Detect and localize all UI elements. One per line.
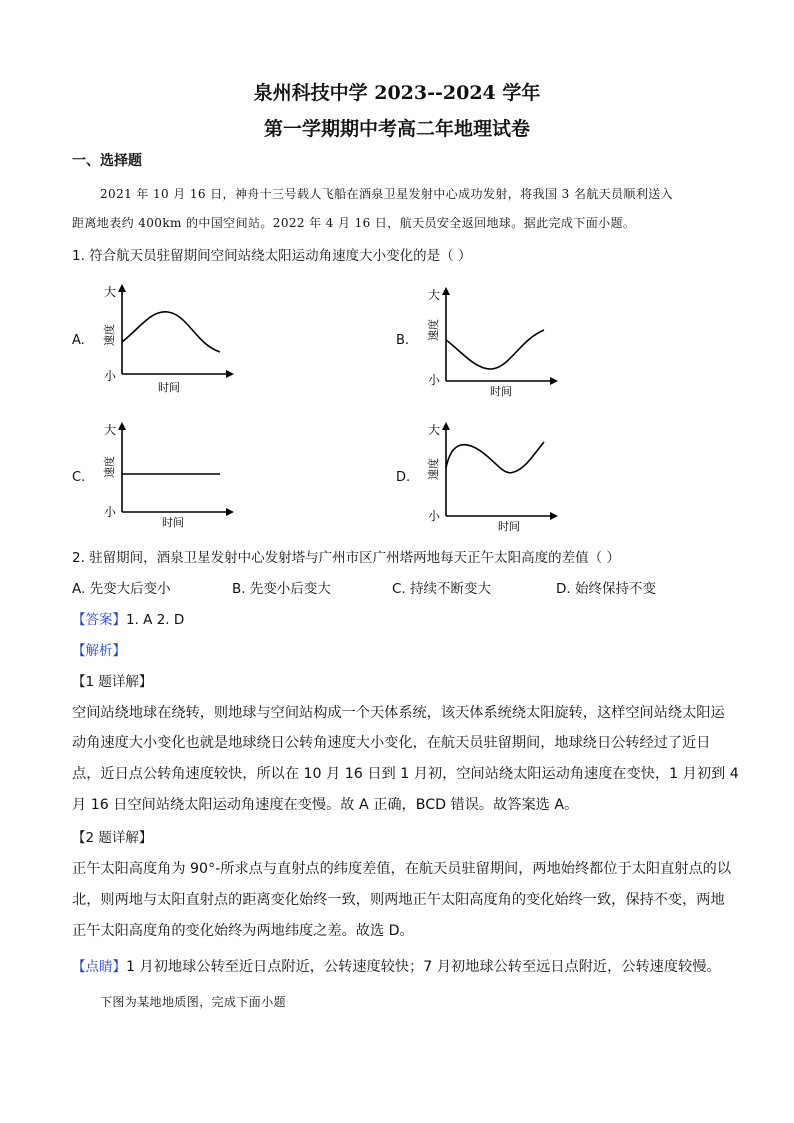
chart-d-x-label: 时间 bbox=[498, 520, 520, 533]
chart-b-y-bottom: 小 bbox=[428, 373, 441, 387]
chart-c-y-arrow bbox=[118, 422, 126, 430]
tip-row bbox=[72, 955, 721, 976]
exam-title-line1: 泉州科技中学 2023--2024 学年 bbox=[253, 82, 541, 104]
detail-1-line-4: 月 16 日空间站绕太阳运动角速度在变慢。故 A 正确，BCD 错误。故答案选 A。 bbox=[72, 797, 579, 813]
chart-b-x-label: 时间 bbox=[490, 385, 512, 397]
detail-1-line-3: 点，近日点公转角速度较快，所以在 10 月 16 日到 1 月初，空间站绕太阳运动角速度在变快，1 月初到 4 bbox=[72, 766, 739, 782]
q2-option-b: B. 先变小后变大 bbox=[232, 581, 331, 597]
chart-b-x-arrow bbox=[550, 377, 558, 385]
section-heading: 一、选择题 bbox=[72, 153, 142, 169]
chart-b-y-arrow bbox=[442, 287, 450, 295]
chart-c-y-top: 大 bbox=[104, 423, 117, 437]
exam-title-line2: 第一学期期中考高二年地理试卷 bbox=[263, 118, 530, 140]
q2-option-a: A. 先变大后变小 bbox=[72, 581, 171, 597]
question-1: 1. 符合航天员驻留期间空间站绕太阳运动角速度大小变化的是（ ） bbox=[72, 248, 472, 264]
detail-2-line-1: 正午太阳高度角为 90°-所求点与直射点的纬度差值，在航天员驻留期间，两地始终都位于太阳直射点的以 bbox=[72, 861, 732, 877]
detail-1-line-1: 空间站绕地球在绕转，则地球与空间站构成一个天体系统，该天体系统绕太阳旋转，这样空间站绕太阳运 bbox=[72, 705, 725, 721]
option-a-label: A. bbox=[72, 333, 85, 348]
intro-line-1: 2021 年 10 月 16 日，神舟十三号载人飞船在酒泉卫星发射中心成功发射，将我国 3 名航天员顺利送入 bbox=[100, 187, 674, 201]
chart-d-y-bottom: 小 bbox=[428, 509, 441, 523]
chart-b-y-top: 大 bbox=[428, 288, 441, 302]
chart-d-curve bbox=[446, 442, 544, 473]
chart-a-x-arrow bbox=[226, 370, 234, 378]
chart-c-x-arrow bbox=[226, 508, 234, 516]
intro-line-2: 距离地表约 400km 的中国空间站。2022 年 4 月 16 日，航天员安全返回地球。据此完成下面小题。 bbox=[72, 216, 636, 230]
chart-d bbox=[420, 418, 570, 534]
answer-tag: 【答案】 bbox=[72, 612, 126, 628]
chart-a-y-arrow bbox=[118, 284, 126, 292]
option-b-label: B. bbox=[396, 333, 410, 348]
chart-a bbox=[96, 282, 246, 394]
answer-text: 1. A 2. D bbox=[126, 612, 185, 628]
next-question-intro: 下图为某地地质图，完成下面小题 bbox=[100, 995, 287, 1009]
chart-d-x-arrow bbox=[550, 512, 558, 520]
answer-row bbox=[72, 608, 184, 628]
chart-d-y-arrow bbox=[442, 422, 450, 430]
question-2: 2. 驻留期间，酒泉卫星发射中心发射塔与广州市区广州塔两地每天正午太阳高度的差值（ ） bbox=[72, 550, 620, 566]
analysis-tag: 【解析】 bbox=[72, 643, 126, 659]
q2-option-d: D. 始终保持不变 bbox=[556, 581, 656, 597]
q2-option-c: C. 持续不断变大 bbox=[392, 581, 492, 597]
chart-a-curve bbox=[122, 312, 220, 352]
tip-text: 1 月初地球公转至近日点附近，公转速度较快；7 月初地球公转至远日点附近，公转速度较慢。 bbox=[126, 959, 721, 975]
detail-2-heading: 【2 题详解】 bbox=[72, 830, 153, 846]
chart-a-x-label: 时间 bbox=[158, 381, 180, 394]
detail-1-heading: 【1 题详解】 bbox=[72, 674, 153, 690]
detail-2-line-3: 正午太阳高度角的变化始终为两地纬度之差。故选 D。 bbox=[72, 923, 414, 939]
chart-a-y-top: 大 bbox=[104, 285, 117, 299]
chart-c bbox=[96, 418, 246, 530]
chart-b-y-label: 速度 bbox=[427, 319, 440, 341]
chart-b-curve bbox=[446, 330, 544, 369]
chart-b bbox=[420, 285, 570, 397]
option-d-label: D. bbox=[396, 470, 411, 485]
detail-1-line-2: 动角速度大小变化也就是地球绕日公转角速度大小变化，在航天员驻留期间，地球绕日公转经过了近日 bbox=[72, 735, 711, 751]
chart-a-y-bottom: 小 bbox=[104, 369, 117, 383]
chart-c-x-label: 时间 bbox=[162, 516, 184, 529]
chart-c-y-bottom: 小 bbox=[104, 505, 117, 519]
chart-c-y-label: 速度 bbox=[103, 456, 116, 478]
chart-d-y-label: 速度 bbox=[427, 458, 440, 480]
option-c-label: C. bbox=[72, 470, 86, 485]
detail-2-line-2: 北，则两地与太阳直射点的距离变化始终一致，则两地正午太阳高度角的变化始终一致，保持不变，两地 bbox=[72, 892, 725, 908]
chart-a-y-label: 速度 bbox=[103, 324, 116, 346]
tip-tag: 【点睛】 bbox=[72, 959, 126, 975]
chart-d-y-top: 大 bbox=[428, 423, 441, 437]
